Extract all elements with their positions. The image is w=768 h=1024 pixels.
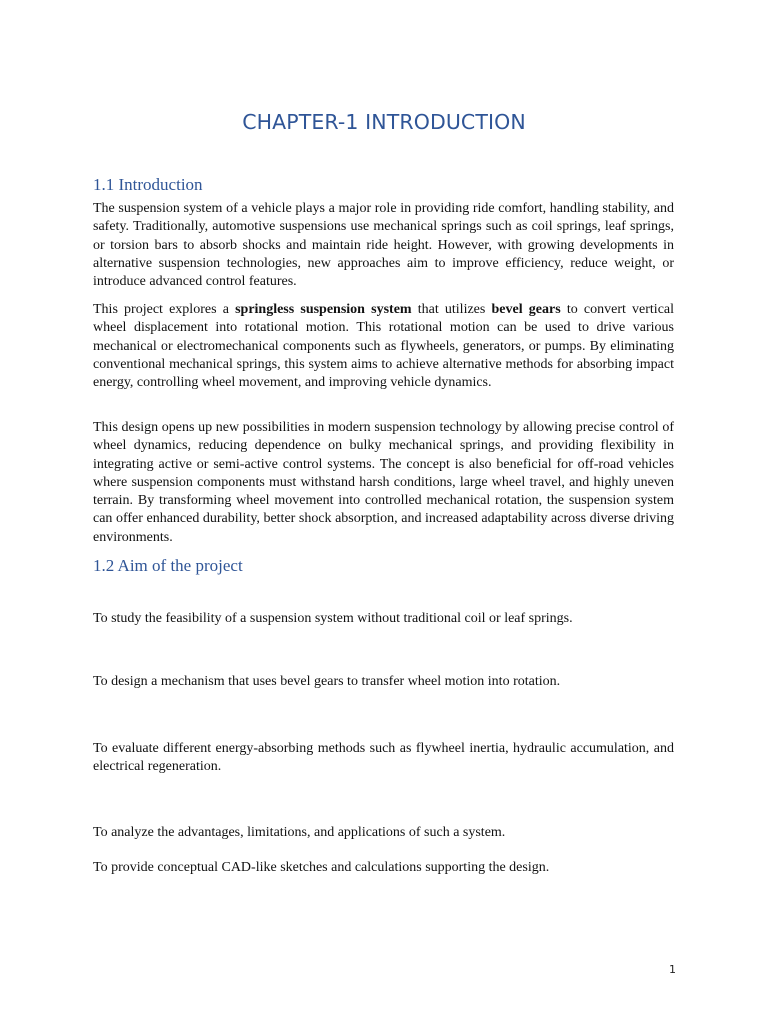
- aim-item: To provide conceptual CAD-like sketches and calculations supporting the design.: [93, 860, 550, 875]
- paragraph-text: to convert vertical wheel displacement into rotational motion. This rotational motion can be used to drive various mechanical or electromechanical components such as flywheels, generators, or pumps. By eliminating conventional mechanical springs, this system aims to achieve alternative methods for absorbing impact energy, controlling wheel movement, and improving vehicle dynamics.: [93, 302, 675, 391]
- paragraph-text: This project explores a: [93, 302, 236, 317]
- aim-item: To evaluate different energy-absorbing methods such as flywheel inertia, hydraulic accumulation, and electrical regeneration.: [93, 741, 674, 775]
- chapter-title: CHAPTER-1 INTRODUCTION: [242, 110, 526, 134]
- aim-item: To analyze the advantages, limitations, and applications of such a system.: [93, 825, 506, 840]
- bold-term-springless: springless suspension system: [235, 302, 412, 317]
- paragraph-text: that utilizes: [411, 302, 492, 317]
- aim-item: To study the feasibility of a suspension system without traditional coil or leaf springs.: [93, 611, 573, 626]
- intro-paragraph-2: [93, 301, 674, 392]
- intro-paragraph-3: This design opens up new possibilities in modern suspension technology by allowing precise control of wheel dynamics, reducing dependence on bulky mechanical springs, and providing flexibility in integrating active or semi-active control systems. The concept is also beneficial for off-road vehicles where suspension components must withstand harsh conditions, large wheel travel, and highly uneven terrain. By transforming wheel movement into controlled mechanical rotation, the suspension system can offer enhanced durability, better shock absorption, and increased adaptability across diverse driving environments.: [93, 420, 674, 545]
- aim-item: To design a mechanism that uses bevel gears to transfer wheel motion into rotation.: [93, 674, 561, 689]
- bold-term-bevel-gears: bevel gears: [491, 302, 561, 317]
- intro-paragraph-1: The suspension system of a vehicle plays a major role in providing ride comfort, handling stability, and safety. Traditionally, automotive suspensions use mechanical springs such as coil springs, leaf springs, or torsion bars to absorb shocks and maintain ride height. However, with growing developments in alternative suspension technologies, new approaches aim to improve efficiency, reduce weight, or introduce advanced control features.: [93, 201, 674, 290]
- section-heading-introduction: 1.1 Introduction: [93, 175, 203, 194]
- section-heading-aim: 1.2 Aim of the project: [93, 556, 243, 575]
- page-number: 1: [669, 963, 676, 976]
